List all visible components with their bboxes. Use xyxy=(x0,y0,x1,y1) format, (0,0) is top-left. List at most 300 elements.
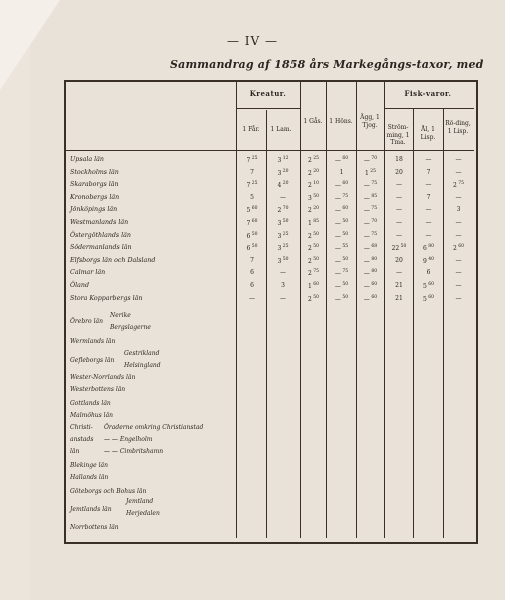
table-row-label xyxy=(70,295,142,302)
table-cell-gas xyxy=(301,295,326,303)
row-jemtland-sub: Jemtland xyxy=(126,498,154,505)
cell-value: 7 xyxy=(250,168,254,176)
cell-value: 7 xyxy=(426,168,431,176)
table-cell-far xyxy=(238,156,266,164)
cell-value: 2 xyxy=(308,257,312,265)
row-christianstad-2: anstads xyxy=(70,436,94,443)
page-number: — IV — xyxy=(226,34,279,48)
table-cell-agg xyxy=(357,257,384,265)
region-name: Elfsborgs län och Dalsland xyxy=(70,256,156,264)
cell-value: — xyxy=(363,182,370,190)
row-wermland: Wermlands län xyxy=(70,338,116,345)
table-cell-far xyxy=(238,269,266,276)
table-cell-hons xyxy=(327,206,356,214)
table-cell-stromming xyxy=(385,295,413,302)
cell-value: — xyxy=(425,219,432,226)
cell-value: — xyxy=(396,231,402,239)
cell-value: 7 xyxy=(246,157,251,164)
cell-fraction: 50 xyxy=(311,244,319,250)
cell-fraction: 75 xyxy=(311,269,319,275)
table-cell-agg xyxy=(357,232,384,240)
cell-value: 2 xyxy=(308,182,312,190)
cell-value: — xyxy=(396,181,402,189)
table-cell-gas xyxy=(301,219,326,227)
cell-fraction: 60 xyxy=(426,294,434,300)
table-cell-gas xyxy=(301,194,326,202)
cell-value: 5 xyxy=(246,207,251,215)
cell-value: — xyxy=(396,269,402,277)
header-far: 1 Får. xyxy=(242,126,260,133)
cell-value: 20 xyxy=(395,256,403,264)
cell-value: 2 xyxy=(453,182,457,190)
table-row-label xyxy=(70,169,119,176)
cell-value: 3 xyxy=(277,232,282,240)
cell-value: — xyxy=(363,220,370,227)
cell-value: — xyxy=(363,245,370,253)
row-christianstad-3: län xyxy=(70,448,80,455)
table-cell-stromming xyxy=(385,282,413,289)
bleed-through-text xyxy=(78,88,233,146)
row-halland: Hallands län xyxy=(70,474,109,481)
header-gas: 1 Gås. xyxy=(303,118,323,125)
table-cell-rodning xyxy=(444,269,473,276)
table-cell-rodning xyxy=(444,219,473,226)
cell-fraction: 60 xyxy=(250,219,258,224)
cell-fraction: 25 xyxy=(250,181,258,187)
cell-value: 5 xyxy=(423,283,427,290)
cell-fraction: 60 xyxy=(456,244,464,250)
cell-fraction: 60 xyxy=(340,206,349,212)
table-cell-gas xyxy=(301,257,326,265)
table-cell-far xyxy=(238,194,266,201)
row-cimbrishamn: — — Cimbritshamn xyxy=(104,448,164,455)
table-cell-far xyxy=(238,257,266,264)
cell-value: — xyxy=(334,283,341,290)
table-cell-agg xyxy=(357,156,384,164)
cell-fraction: 50 xyxy=(340,294,349,300)
row-goteborg: Göteborgs och Bohus län xyxy=(70,488,147,495)
table-cell-gas xyxy=(301,156,326,164)
table-row-label xyxy=(70,232,131,239)
row-herjedalen: Herjedalen xyxy=(126,510,160,517)
table-cell-lam xyxy=(268,232,298,240)
cell-value: 2 xyxy=(308,232,312,240)
cell-value: 3 xyxy=(277,220,282,227)
cell-fraction: 75 xyxy=(369,231,378,237)
cell-fraction: 50 xyxy=(311,231,319,237)
region-name: Stora Kopparbergs län xyxy=(70,294,143,302)
cell-fraction: 25 xyxy=(250,156,258,161)
cell-value: 6 xyxy=(250,269,254,277)
cell-value: — xyxy=(455,219,462,226)
cell-fraction: 50 xyxy=(311,256,319,262)
region-name: Kronobergs län xyxy=(70,193,120,201)
table-cell-far xyxy=(238,232,266,240)
header-rule-kreatur xyxy=(236,108,300,109)
table-cell-rodning xyxy=(444,282,473,289)
cell-value: 1 xyxy=(308,220,312,227)
table-cell-agg xyxy=(357,282,384,290)
cell-fraction: 50 xyxy=(340,219,349,224)
table-cell-stromming xyxy=(385,181,413,188)
table-cell-hons xyxy=(327,232,356,240)
cell-value: — xyxy=(455,231,462,239)
cell-fraction: 85 xyxy=(369,193,378,199)
cell-fraction: 20 xyxy=(311,168,319,174)
cell-value: 3 xyxy=(456,206,461,214)
cell-value: 1 xyxy=(365,169,369,177)
cell-value: 7 xyxy=(426,193,431,201)
cell-fraction: 25 xyxy=(281,231,289,237)
cell-fraction: 80 xyxy=(369,256,378,262)
table-cell-gas xyxy=(301,169,326,177)
table-cell-lam xyxy=(268,295,298,302)
header-hons: 1 Höns. xyxy=(329,118,353,125)
cell-value: — xyxy=(455,156,462,163)
cell-fraction: 75 xyxy=(456,181,464,187)
table-cell-abbor xyxy=(414,295,443,303)
table-cell-gas xyxy=(301,181,326,189)
table-cell-lam xyxy=(268,269,298,276)
cell-value: 7 xyxy=(250,256,254,264)
cell-value: 6 xyxy=(246,232,251,240)
cell-value: 3 xyxy=(277,245,282,253)
table-row-label xyxy=(70,244,132,251)
table-cell-gas xyxy=(301,206,326,214)
cell-value: — xyxy=(280,193,286,201)
cell-value: — xyxy=(334,182,341,190)
table-cell-stromming xyxy=(385,219,413,226)
cell-value: 20 xyxy=(395,168,403,176)
cell-value: 3 xyxy=(281,282,285,289)
cell-value: — xyxy=(249,294,255,302)
cell-value: 2 xyxy=(308,207,312,215)
cell-fraction: 55 xyxy=(340,244,349,250)
cell-fraction: 20 xyxy=(281,168,289,174)
table-cell-far xyxy=(238,244,266,252)
cell-value: — xyxy=(334,232,341,240)
table-cell-abbor xyxy=(414,219,443,226)
cell-fraction: 60 xyxy=(340,181,349,187)
cell-value: 9 xyxy=(423,257,427,265)
row-gefleborg: Gefleborgs län xyxy=(70,357,115,364)
cell-value: — xyxy=(334,295,341,303)
cell-fraction: 75 xyxy=(340,269,349,275)
table-cell-agg xyxy=(357,169,384,177)
cell-value: — xyxy=(363,295,370,303)
cell-value: 5 xyxy=(423,295,427,303)
cell-value: — xyxy=(363,194,370,202)
cell-value: 7 xyxy=(246,182,251,190)
table-cell-lam xyxy=(268,257,298,265)
cell-fraction: 10 xyxy=(311,181,319,187)
table-cell-gas xyxy=(301,232,326,240)
cell-fraction: 60 xyxy=(369,294,378,300)
header-roding: Rö-ding, 1 Lisp. xyxy=(445,120,471,135)
table-cell-stromming xyxy=(385,156,413,163)
divider-far xyxy=(266,110,267,538)
cell-value: 3 xyxy=(277,257,282,265)
cell-fraction: 50 xyxy=(311,294,319,300)
cell-value: 3 xyxy=(277,157,282,164)
table-cell-agg xyxy=(357,181,384,189)
table-cell-far xyxy=(238,169,266,176)
cell-fraction: 50 xyxy=(281,219,289,224)
cell-value: 3 xyxy=(277,169,282,177)
cell-fraction: 70 xyxy=(369,219,378,224)
table-cell-rodning xyxy=(444,194,473,201)
row-engelholm: — — Engelholm xyxy=(104,436,153,443)
cell-fraction: 75 xyxy=(369,181,378,187)
table-cell-hons xyxy=(327,269,356,277)
header-agg: Ägg, 1 Tjog. xyxy=(360,114,380,129)
cell-value: 2 xyxy=(277,207,282,215)
table-cell-rodning xyxy=(444,257,473,264)
cell-fraction: 85 xyxy=(311,219,319,224)
cell-value: 21 xyxy=(395,282,403,289)
row-wester-norrland: Wester-Norrlands län xyxy=(70,374,136,381)
table-cell-lam xyxy=(268,169,298,177)
table-cell-gas xyxy=(301,244,326,252)
table-cell-lam xyxy=(268,206,298,214)
cell-fraction: 50 xyxy=(340,282,349,287)
row-oraderne: Öraderne omkring Christianstad xyxy=(104,424,204,431)
cell-value: — xyxy=(425,206,432,214)
cell-value: — xyxy=(363,157,370,164)
cell-fraction: 20 xyxy=(281,181,289,187)
cell-value: — xyxy=(425,181,432,189)
row-malmohus: Malmöhus län xyxy=(70,412,114,419)
cell-value: — xyxy=(363,283,370,290)
table-cell-gas xyxy=(301,269,326,277)
cell-value: 6 xyxy=(423,245,427,253)
table-cell-hons xyxy=(327,257,356,265)
cell-value: — xyxy=(455,168,462,176)
table-cell-hons xyxy=(327,181,356,189)
cell-value: 2 xyxy=(308,270,312,278)
table-cell-rodning xyxy=(444,232,473,239)
table-cell-lam xyxy=(268,282,298,289)
table-cell-hons xyxy=(327,156,356,164)
table-cell-abbor xyxy=(414,269,443,276)
table-row-label xyxy=(70,181,119,188)
region-name: Östergöthlands län xyxy=(70,231,131,239)
table-cell-abbor xyxy=(414,232,443,239)
table-cell-hons xyxy=(327,295,356,303)
cell-value: 3 xyxy=(308,194,312,202)
cell-value: — xyxy=(334,157,341,164)
cell-value: — xyxy=(425,231,432,239)
row-blekinge: Blekinge län xyxy=(70,462,108,469)
table-cell-stromming xyxy=(385,244,413,252)
cell-fraction: 50 xyxy=(250,231,258,237)
cell-fraction: 70 xyxy=(281,206,289,212)
table-cell-abbor xyxy=(414,282,443,290)
cell-fraction: 50 xyxy=(399,244,407,250)
row-orebro: Örebro län xyxy=(70,318,103,325)
cell-fraction: 12 xyxy=(281,156,289,161)
table-cell-stromming xyxy=(385,269,413,276)
cell-value: — xyxy=(334,245,341,253)
cell-fraction: 50 xyxy=(311,193,319,199)
region-name: Calmar län xyxy=(70,269,106,277)
table-cell-rodning xyxy=(444,169,473,176)
table-row-label xyxy=(70,269,105,276)
cell-fraction: 50 xyxy=(340,231,349,237)
table-cell-abbor xyxy=(414,169,443,176)
cell-fraction: 60 xyxy=(340,156,349,161)
table-row-label xyxy=(70,257,155,264)
table-cell-stromming xyxy=(385,169,413,176)
cell-value: — xyxy=(363,270,370,278)
cell-value: — xyxy=(280,294,286,302)
table-cell-abbor xyxy=(414,194,443,201)
table-cell-far xyxy=(238,295,266,302)
table-cell-hons xyxy=(327,219,356,227)
cell-value: — xyxy=(455,256,462,264)
table-cell-hons xyxy=(327,244,356,252)
table-cell-agg xyxy=(357,244,384,252)
region-name: Skaraborgs län xyxy=(70,181,119,189)
table-cell-abbor xyxy=(414,156,443,163)
table-cell-hons xyxy=(327,282,356,290)
cell-value: — xyxy=(334,207,341,215)
row-westerbotten: Westerbottens län xyxy=(70,386,126,393)
cell-value: 21 xyxy=(395,294,403,302)
table-cell-lam xyxy=(268,194,298,201)
cell-fraction: 50 xyxy=(340,256,349,262)
table-cell-rodning xyxy=(444,295,473,302)
cell-value: — xyxy=(363,207,370,215)
cell-value: — xyxy=(334,257,341,265)
table-cell-abbor xyxy=(414,244,443,252)
table-cell-agg xyxy=(357,219,384,227)
table-cell-gas xyxy=(301,282,326,290)
row-norrbotten: Norrbottens län xyxy=(70,524,119,531)
table-cell-stromming xyxy=(385,206,413,213)
cell-fraction: 60 xyxy=(426,282,434,287)
row-christianstad: Christi- xyxy=(70,424,93,431)
table-cell-agg xyxy=(357,194,384,202)
cell-fraction: 80 xyxy=(369,269,378,275)
cell-fraction: 60 xyxy=(311,282,319,287)
cell-fraction: 25 xyxy=(281,244,289,250)
cell-value: — xyxy=(363,257,370,265)
cell-fraction: 25 xyxy=(311,156,319,161)
cell-value: — xyxy=(455,282,462,289)
cell-value: — xyxy=(363,232,370,240)
region-name: Södermanlands län xyxy=(70,244,132,252)
table-cell-rodning xyxy=(444,244,473,252)
table-cell-stromming xyxy=(385,194,413,201)
table-cell-agg xyxy=(357,206,384,214)
cell-value: 7 xyxy=(246,220,251,227)
table-cell-far xyxy=(238,181,266,189)
table-cell-stromming xyxy=(385,232,413,239)
table-cell-lam xyxy=(268,156,298,164)
table-row-label xyxy=(70,194,119,201)
cell-value: — xyxy=(455,294,462,302)
cell-value: 2 xyxy=(308,295,312,303)
table-row-label xyxy=(70,206,117,213)
table-row-label xyxy=(70,282,89,289)
cell-fraction: 25 xyxy=(368,168,376,174)
header-fisk: Fisk-varor. xyxy=(404,89,452,98)
table-cell-hons xyxy=(327,194,356,202)
cell-fraction: 75 xyxy=(340,193,349,199)
row-helsingland: Helsingland xyxy=(124,362,161,369)
table-cell-rodning xyxy=(444,181,473,189)
row-gottland: Gottlands län xyxy=(70,400,111,407)
table-cell-far xyxy=(238,206,266,214)
cell-value: — xyxy=(396,219,402,226)
table-cell-abbor xyxy=(414,206,443,213)
cell-value: 22 xyxy=(391,245,400,253)
cell-value: 18 xyxy=(395,156,403,163)
cell-value: 2 xyxy=(308,245,312,253)
cell-value: 2 xyxy=(308,157,312,164)
table-cell-lam xyxy=(268,244,298,252)
region-name: Stockholms län xyxy=(70,168,119,176)
cell-value: 6 xyxy=(426,269,431,277)
header-stromming: Ström-ming, 1 Tma. xyxy=(386,124,410,146)
region-name: Upsala län xyxy=(70,156,104,163)
cell-value: — xyxy=(455,193,462,201)
row-bergslagerne: Bergslagerne xyxy=(110,324,151,331)
row-nerike: Nerike xyxy=(110,312,131,319)
cell-value: 2 xyxy=(308,169,312,177)
cell-value: 2 xyxy=(453,245,457,253)
table-cell-far xyxy=(238,219,266,227)
cell-value: 1 xyxy=(308,283,312,290)
cell-value: 4 xyxy=(277,182,282,190)
cell-value: 6 xyxy=(250,282,254,289)
cell-value: — xyxy=(334,220,341,227)
table-cell-rodning xyxy=(444,206,473,213)
table-row-label xyxy=(70,219,128,226)
table-cell-hons xyxy=(327,169,356,176)
cell-fraction: 50 xyxy=(250,244,258,250)
cell-value: — xyxy=(396,206,402,214)
table-cell-agg xyxy=(357,295,384,303)
header-rule-fisk xyxy=(384,108,474,109)
cell-value: — xyxy=(334,194,341,202)
cell-fraction: 20 xyxy=(311,206,319,212)
cell-value: 5 xyxy=(250,193,254,201)
header-lam: 1 Lam. xyxy=(270,126,292,133)
table-cell-lam xyxy=(268,219,298,227)
table-cell-abbor xyxy=(414,257,443,265)
row-jemtland: Jemtlands län xyxy=(70,506,112,513)
cell-fraction: 75 xyxy=(369,206,378,212)
cell-fraction: 70 xyxy=(369,156,378,161)
page-title: Sammandrag af 1858 års Markegångs-taxor, med xyxy=(170,58,484,71)
region-name: Öland xyxy=(70,282,90,289)
header-bottom-rule xyxy=(66,150,474,151)
cell-value: — xyxy=(334,270,341,278)
cell-value: — xyxy=(396,193,402,201)
table-cell-stromming xyxy=(385,257,413,264)
table-cell-far xyxy=(238,282,266,289)
header-al: Ål, 1 Lisp. xyxy=(420,126,436,141)
region-name: Westmanlands län xyxy=(70,219,129,226)
cell-value: — xyxy=(280,269,286,277)
cell-value: 1 xyxy=(339,168,344,176)
row-gestrikland: Gestrikland xyxy=(124,350,160,357)
table-cell-rodning xyxy=(444,156,473,163)
cell-fraction: 60 xyxy=(250,206,258,212)
cell-fraction: 80 xyxy=(426,244,434,250)
